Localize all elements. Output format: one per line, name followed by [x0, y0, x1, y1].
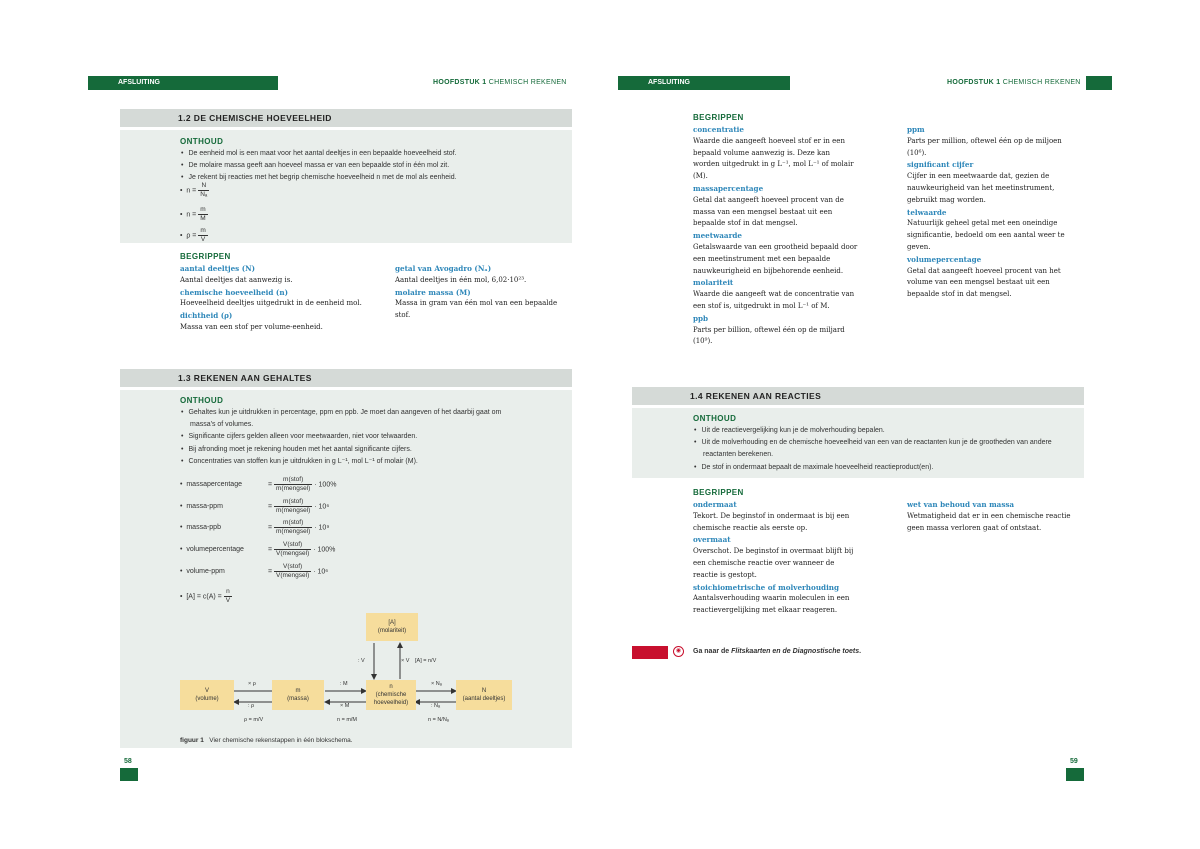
term: overmaat [693, 535, 731, 545]
op-div-V: : V [358, 658, 365, 664]
section-1-4-terms-col1 [693, 499, 858, 617]
definition: Getalswaarde van een grootheid bepaald door een meetinstrument met een bepaalde nauwkeurigheid en bijbehorende eenheid. [693, 242, 858, 275]
term: ppb [693, 313, 709, 323]
term: significant cijfer [907, 160, 974, 170]
left-header-label: AFSLUITING [118, 79, 160, 86]
definition: Massa van een stof per volume-eenheid. [180, 322, 323, 331]
op-times-rho: × ρ [248, 681, 256, 687]
cta-red-bar [632, 646, 668, 659]
relation-rho: ρ = m/V [244, 717, 264, 723]
section-1-4-onthoud-label: ONTHOUD [693, 414, 737, 423]
right-terms-col1 [693, 124, 858, 348]
definition: Cijfer in een meetwaarde dat, gezien de nauwkeurigheid van het meetinstrument, gebruikt mag worden. [907, 172, 1055, 204]
definition: Massa in gram van één mol van een bepaalde stof. [395, 299, 558, 320]
term: ppm [907, 125, 925, 134]
diagram-box-molariteit: [A] (molariteit) [366, 613, 418, 641]
section-1-2-begrippen-label: BEGRIPPEN [180, 252, 231, 261]
op-times-V: × V [401, 658, 410, 664]
definition: Aantal deeltjes dat aanwezig is. [180, 275, 293, 284]
definition: Getal dat aangeeft hoeveel procent van het volume van een mengsel bestaat uit een bepaalde stof in dat mengsel. [907, 266, 1061, 299]
term: wet van behoud van massa [907, 500, 1015, 509]
formula-concentration: • [A] = c(A) = $\frac{n}{V}$ [180, 588, 231, 604]
list-item: • Uit de molverhouding en de chemische hoeveelheid van een van de reactanten kun je de grootheden van andere reactanten berekenen. [703, 437, 1063, 461]
left-header-chapter [433, 79, 567, 86]
definition: Wetmatigheid dat er in een chemische reactie geen massa verloren gaat of ontstaat. [907, 511, 1071, 532]
section-1-4-title: 1.4 REKENEN AAN REACTIES [632, 387, 1084, 405]
section-1-2-terms-col2 [395, 263, 570, 322]
definition: Overschot. De beginstof in overmaat blijft bij een chemische reactie over wanneer de reactie is gestopt. [693, 547, 854, 579]
term: meetwaarde [693, 231, 742, 241]
definition: Aantal deeltjes in één mol, 6,02·10²³. [395, 275, 527, 284]
definition: Parts per million, oftewel één op de miljoen (10⁶). [907, 136, 1062, 157]
definition: Parts per billion, oftewel één op de miljard (10⁹). [693, 325, 845, 346]
op-div-rho: : ρ [248, 703, 255, 709]
term: molaire massa (M) [395, 287, 471, 297]
diagram-box-aantal-deeltjes: N (aantal deeltjes) [456, 680, 512, 710]
left-footer-block [120, 768, 138, 781]
term: dichtheid (ρ) [180, 311, 233, 321]
list-item: • De eenheid mol is een maat voor het aantal deeltjes in een bepaalde hoeveelheid stof. [190, 148, 565, 160]
formula-volumepercentage: • volumepercentage = $\frac{\text{V(stof)}}{\text{V(mengsel)}}$ · 100% [180, 541, 336, 557]
list-item: • De molaire massa geeft aan hoeveel massa er van een bepaalde stof in één mol zit. [190, 160, 565, 172]
formula-rho: • ρ = $\frac{m}{V}$ [180, 227, 206, 243]
section-1-4-begrippen-label: BEGRIPPEN [693, 488, 744, 497]
term: volumepercentage [907, 254, 982, 264]
left-header-chapter-title: CHEMISCH REKENEN [488, 79, 567, 86]
left-header-chapter-number: HOOFDSTUK 1 [433, 79, 487, 86]
relation-molariteit: [A] = n/V [415, 658, 437, 664]
definition: Waarde die aangeeft hoeveel stof er in een bepaald volume aanwezig is. Deze kan worden uitgedrukt in g L⁻¹, mol L⁻¹ of molair (M). [693, 136, 854, 181]
figure-caption-text: Vier chemische rekenstappen in één blokschema. [209, 737, 353, 744]
right-footer-block [1066, 768, 1084, 781]
op-div-M: : M [340, 681, 348, 687]
definition: Hoeveelheid deeltjes uitgedrukt in de eenheid mol. [180, 299, 362, 308]
list-item: • Concentraties van stoffen kun je uitdrukken in g L⁻¹, mol L⁻¹ of molair (M). [190, 456, 520, 468]
block-diagram-arrows [170, 605, 530, 735]
right-header-chapter [947, 79, 1081, 86]
list-item: • De stof in ondermaat bepaalt de maximale hoeveelheid reactieproduct(en). [703, 462, 1063, 474]
list-item: • Bij afronding moet je rekening houden met het aantal significante cijfers. [190, 444, 520, 456]
definition: Getal dat aangeeft hoeveel procent van de massa van een mengsel bestaat uit een bepaalde stof in dat mengsel. [693, 195, 844, 228]
op-times-NA: × Nₐ [431, 681, 442, 687]
term: telwaarde [907, 207, 947, 217]
definition: Aantalsverhouding waarin moleculen in een reactievergelijking met elkaar reageren. [693, 594, 850, 615]
figure-caption [180, 737, 353, 744]
formula-massapercentage: • massapercentage = $\frac{\text{m(stof)}}{\text{m(mengsel)}}$ · 100% [180, 476, 337, 492]
op-times-M: × M [340, 703, 350, 709]
left-page-number: 58 [124, 758, 132, 765]
right-header-chapter-number: HOOFDSTUK 1 [947, 79, 1001, 86]
formula-n-N: • n = $\frac{N}{\text{Nₐ}}$ [180, 182, 208, 198]
list-item: • Gehaltes kun je uitdrukken in percentage, ppm en ppb. Je moet dan aangeven of het daarbij gaat om massa's of volumes. [190, 407, 520, 431]
right-header-band [618, 76, 790, 90]
section-1-2-terms-col1 [180, 263, 370, 334]
section-1-2-onthoud-label: ONTHOUD [180, 137, 224, 146]
right-header-chapter-title: CHEMISCH REKENEN [1002, 79, 1081, 86]
section-1-3-title: 1.3 REKENEN AAN GEHALTES [120, 369, 572, 387]
section-1-4-terms-col2 [907, 499, 1075, 534]
section-1-2-title: 1.2 DE CHEMISCHE HOEVEELHEID [120, 109, 572, 127]
right-terms-col2 [907, 124, 1075, 301]
cta-link[interactable]: Ga naar de Flitskaarten en de Diagnostische toets. [693, 648, 862, 655]
relation-n-m: n = m/M [337, 717, 358, 723]
term: stoichiometrische of molverhouding [693, 582, 840, 592]
term: ondermaat [693, 500, 737, 509]
figure-caption-label: figuur 1 [180, 737, 204, 744]
diagram-box-volume: V (volume) [180, 680, 234, 710]
definition: Natuurlijk geheel getal met een oneindige significantie, bedoeld om een aantal weer te geven. [907, 219, 1065, 251]
list-item: • Uit de reactievergelijking kun je de molverhouding bepalen. [703, 425, 1063, 437]
list-item: • Je rekent bij reacties met het begrip chemische hoeveelheid n met de mol als eenheid. [190, 172, 565, 184]
diagram-box-chemische-hoeveelheid: n (chemische hoeveelheid) [366, 680, 416, 710]
formula-volume-ppm: • volume-ppm = $\frac{\text{V(stof)}}{\text{V(mengsel)}}$ · 10⁶ [180, 563, 329, 579]
term: molariteit [693, 278, 734, 288]
right-header-label: AFSLUITING [648, 79, 690, 86]
definition: Tekort. De beginstof in ondermaat is bij een chemische reactie als eerste op. [693, 511, 850, 532]
section-1-3-onthoud-label: ONTHOUD [180, 396, 224, 405]
term: aantal deeltjes (N) [180, 264, 256, 273]
term: concentratie [693, 125, 744, 134]
term: massapercentage [693, 183, 764, 193]
definition: Waarde die aangeeft wat de concentratie van een stof is, uitgedrukt in mol L⁻¹ of M. [693, 290, 855, 310]
section-1-3-bullets [180, 407, 520, 468]
left-header-band [88, 76, 278, 90]
op-div-NA: : Nₐ [431, 703, 441, 709]
term: getal van Avogadro (Nₐ) [395, 264, 492, 273]
diagram-box-massa: m (massa) [272, 680, 324, 710]
formula-n-m: • n = $\frac{m}{M}$ [180, 206, 206, 222]
right-header-end-block [1086, 76, 1112, 90]
list-item: • Significante cijfers gelden alleen voor meetwaarden, niet voor telwaarden. [190, 431, 520, 443]
formula-massa-ppb: • massa-ppb = $\frac{\text{m(stof)}}{\text{m(mengsel)}}$ · 10⁹ [180, 519, 330, 535]
section-1-2-bullets [180, 148, 565, 185]
formula-massa-ppm: • massa-ppm = $\frac{\text{m(stof)}}{\text{m(mengsel)}}$ · 10⁶ [180, 498, 330, 514]
cta-online-icon[interactable]: ◉ [673, 646, 684, 657]
relation-n-N: n = N/Nₐ [428, 717, 449, 723]
right-page-number: 59 [1070, 758, 1078, 765]
section-1-4-bullets [693, 425, 1063, 474]
right-begrippen-label: BEGRIPPEN [693, 113, 744, 122]
term: chemische hoeveelheid (n) [180, 287, 288, 297]
